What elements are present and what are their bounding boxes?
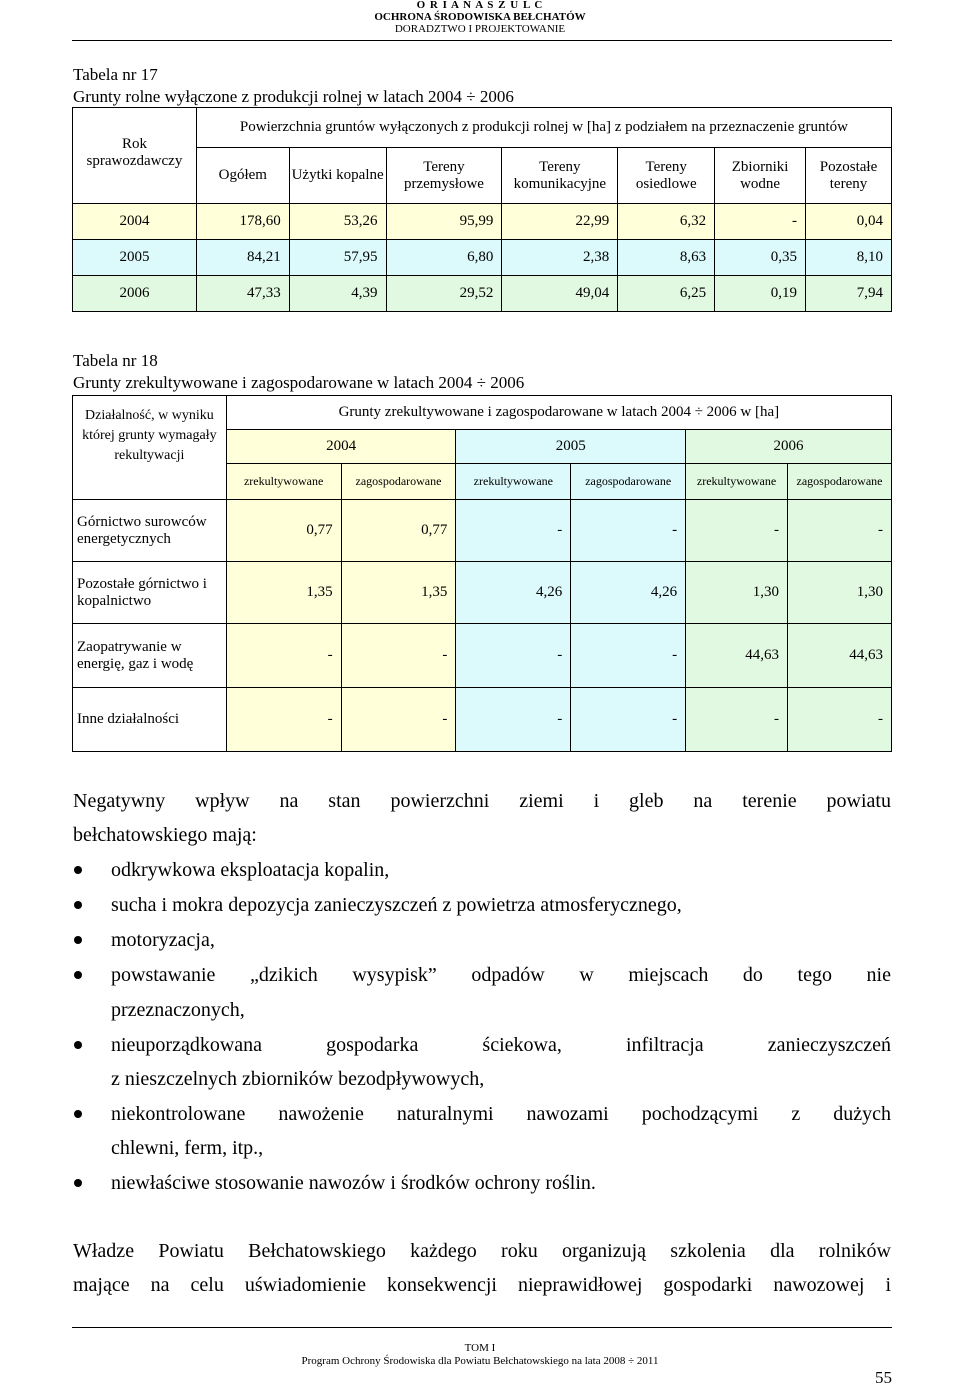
table18-subcol: zagospodarowane — [571, 464, 686, 500]
table-cell: 0,35 — [715, 240, 806, 276]
table18-title: Grunty zrekultywowane i zagospodarowane w latach 2004 ÷ 2006 — [73, 373, 525, 392]
table-cell: 6,80 — [386, 240, 502, 276]
header-rule — [72, 40, 892, 41]
table-cell: 1,35 — [226, 562, 341, 624]
footer-rule — [72, 1327, 892, 1328]
table-cell: - — [456, 688, 571, 752]
table-row — [73, 276, 892, 312]
table17-year: 2006 — [73, 276, 197, 312]
table-cell: 44,63 — [788, 624, 892, 688]
table-cell: 4,26 — [456, 562, 571, 624]
table-cell: - — [715, 204, 806, 240]
table-cell: - — [226, 624, 341, 688]
table-row — [73, 688, 892, 752]
table18-activity: Pozostałe górnictwo i kopalnictwo — [73, 562, 227, 624]
intro-paragraph-line1: Negatywny wpływ na stan powierzchni ziemi i gleb na terenie powiatu — [73, 790, 891, 812]
bullet-item: sucha i mokra depozycja zanieczyszczeń z powietrza atmosferycznego, — [111, 894, 682, 916]
header-company-services: DORADZTWO I PROJEKTOWANIE — [394, 23, 566, 35]
table-cell: - — [686, 688, 788, 752]
table17 — [72, 107, 892, 312]
bullet-item-continuation: chlewni, ferm, itp., — [111, 1137, 264, 1159]
table-cell: 57,95 — [289, 240, 386, 276]
table17-col-header: Użytki kopalne — [289, 148, 386, 204]
table-cell: 1,30 — [788, 562, 892, 624]
table18 — [72, 395, 892, 752]
bullet-item: powstawanie „dzikich wysypisk” odpadów w miejscach do tego nie — [111, 964, 891, 986]
table-cell: 0,19 — [715, 276, 806, 312]
table-cell: 8,10 — [806, 240, 892, 276]
outro-paragraph-line1: Władze Powiatu Bełchatowskiego każdego roku organizują szkolenia dla rolników — [73, 1240, 891, 1262]
bullet-item: nieuporządkowana gospodarka ściekowa, infiltracja zanieczyszczeń — [111, 1034, 891, 1056]
table-cell: - — [571, 624, 686, 688]
table18-year-2004: 2004 — [226, 430, 456, 464]
table17-col-header: Ogółem — [196, 148, 289, 204]
footer-program-title: Program Ochrony Środowiska dla Powiatu Bełchatowskiego na lata 2008 ÷ 2011 — [301, 1355, 659, 1367]
table-cell: 4,26 — [571, 562, 686, 624]
table17-col-header: Tereny osiedlowe — [618, 148, 715, 204]
table-cell: 47,33 — [196, 276, 289, 312]
table18-number: Tabela nr 18 — [73, 351, 158, 370]
table-cell: 1,30 — [686, 562, 788, 624]
page-number: 55 — [875, 1368, 892, 1387]
footer-volume: TOM I — [464, 1342, 496, 1354]
table18-activity: Zaopatrywanie w energię, gaz i wodę — [73, 624, 227, 688]
table-cell: - — [456, 500, 571, 562]
table-cell: - — [341, 688, 456, 752]
table-cell: 84,21 — [196, 240, 289, 276]
table-cell: - — [571, 688, 686, 752]
bullet-dot — [74, 901, 82, 909]
table-cell: 22,99 — [502, 204, 618, 240]
bullet-dot — [74, 971, 82, 979]
table17-col-header: Tereny komunikacyjne — [502, 148, 618, 204]
bullet-dot — [74, 1179, 82, 1187]
table-cell: - — [571, 500, 686, 562]
table-cell: - — [686, 500, 788, 562]
table-cell: 44,63 — [686, 624, 788, 688]
table-row — [73, 624, 892, 688]
table-cell: 1,35 — [341, 562, 456, 624]
table-cell: - — [788, 500, 892, 562]
bullet-item-continuation: przeznaczonych, — [111, 999, 245, 1021]
table-cell: 0,77 — [341, 500, 456, 562]
table17-group-header: Powierzchnia gruntów wyłączonych z produkcji rolnej w [ha] z podziałem na przeznaczenie gruntów — [196, 108, 891, 148]
outro-paragraph-line2: mające na celu uświadomienie konsekwencji nieprawidłowej gospodarki nawozowej i — [73, 1274, 891, 1296]
table-cell: 2,38 — [502, 240, 618, 276]
table18-subcol: zagospodarowane — [341, 464, 456, 500]
table-cell: 53,26 — [289, 204, 386, 240]
table-cell: - — [341, 624, 456, 688]
header-company-activity: OCHRONA ŚRODOWISKA BEŁCHATÓW — [374, 11, 586, 23]
bullet-item: niewłaściwe stosowanie nawozów i środków ochrony roślin. — [111, 1172, 596, 1194]
table-cell: 4,39 — [289, 276, 386, 312]
table-cell: 95,99 — [386, 204, 502, 240]
table17-col-header: Pozostałe tereny — [806, 148, 892, 204]
table17-row-header: Rok sprawozdawczy — [73, 108, 197, 204]
bullet-dot — [74, 866, 82, 874]
bullet-item: niekontrolowane nawożenie naturalnymi nawozami pochodzącymi z dużych — [111, 1103, 891, 1125]
bullet-item-continuation: z nieszczelnych zbiorników bezodpływowych, — [111, 1068, 485, 1090]
bullet-item: motoryzacja, — [111, 929, 215, 951]
table-cell: - — [226, 688, 341, 752]
table17-title: Grunty rolne wyłączone z produkcji rolnej w latach 2004 ÷ 2006 — [73, 87, 514, 106]
table18-group-header: Grunty zrekultywowane i zagospodarowane w latach 2004 ÷ 2006 w [ha] — [226, 396, 891, 430]
table-cell: 29,52 — [386, 276, 502, 312]
table18-activity: Inne działalności — [73, 688, 227, 752]
bullet-dot — [74, 1110, 82, 1118]
bullet-dot — [74, 1041, 82, 1049]
table17-year: 2004 — [73, 204, 197, 240]
table-row — [73, 562, 892, 624]
table-row — [73, 500, 892, 562]
table-row — [73, 204, 892, 240]
table18-subcol: zrekultywowane — [226, 464, 341, 500]
table18-subcol: zagospodarowane — [788, 464, 892, 500]
table18-row-header: Działalność, w wyniku której grunty wymagały rekultywacji — [73, 396, 227, 500]
table-cell: - — [788, 688, 892, 752]
table-row — [73, 240, 892, 276]
table17-col-header: Tereny przemysłowe — [386, 148, 502, 204]
table-cell: 0,77 — [226, 500, 341, 562]
table17-col-header: Zbiorniki wodne — [715, 148, 806, 204]
table18-subcol: zrekultywowane — [686, 464, 788, 500]
table18-year-2005: 2005 — [456, 430, 686, 464]
table-cell: 6,25 — [618, 276, 715, 312]
table-cell: 6,32 — [618, 204, 715, 240]
table17-year: 2005 — [73, 240, 197, 276]
table18-year-2006: 2006 — [686, 430, 892, 464]
table-cell: 7,94 — [806, 276, 892, 312]
table18-activity: Górnictwo surowców energetycznych — [73, 500, 227, 562]
table-cell: 0,04 — [806, 204, 892, 240]
table17-number: Tabela nr 17 — [73, 65, 158, 84]
table-cell: 178,60 — [196, 204, 289, 240]
table-cell: 49,04 — [502, 276, 618, 312]
bullet-item: odkrywkowa eksploatacja kopalin, — [111, 859, 390, 881]
table-cell: - — [456, 624, 571, 688]
header-company-name: O R I A N A S Z U L C — [416, 0, 544, 11]
table18-subcol: zrekultywowane — [456, 464, 571, 500]
bullet-dot — [74, 936, 82, 944]
intro-paragraph-line2: bełchatowskiego mają: — [73, 824, 257, 846]
table-cell: 8,63 — [618, 240, 715, 276]
